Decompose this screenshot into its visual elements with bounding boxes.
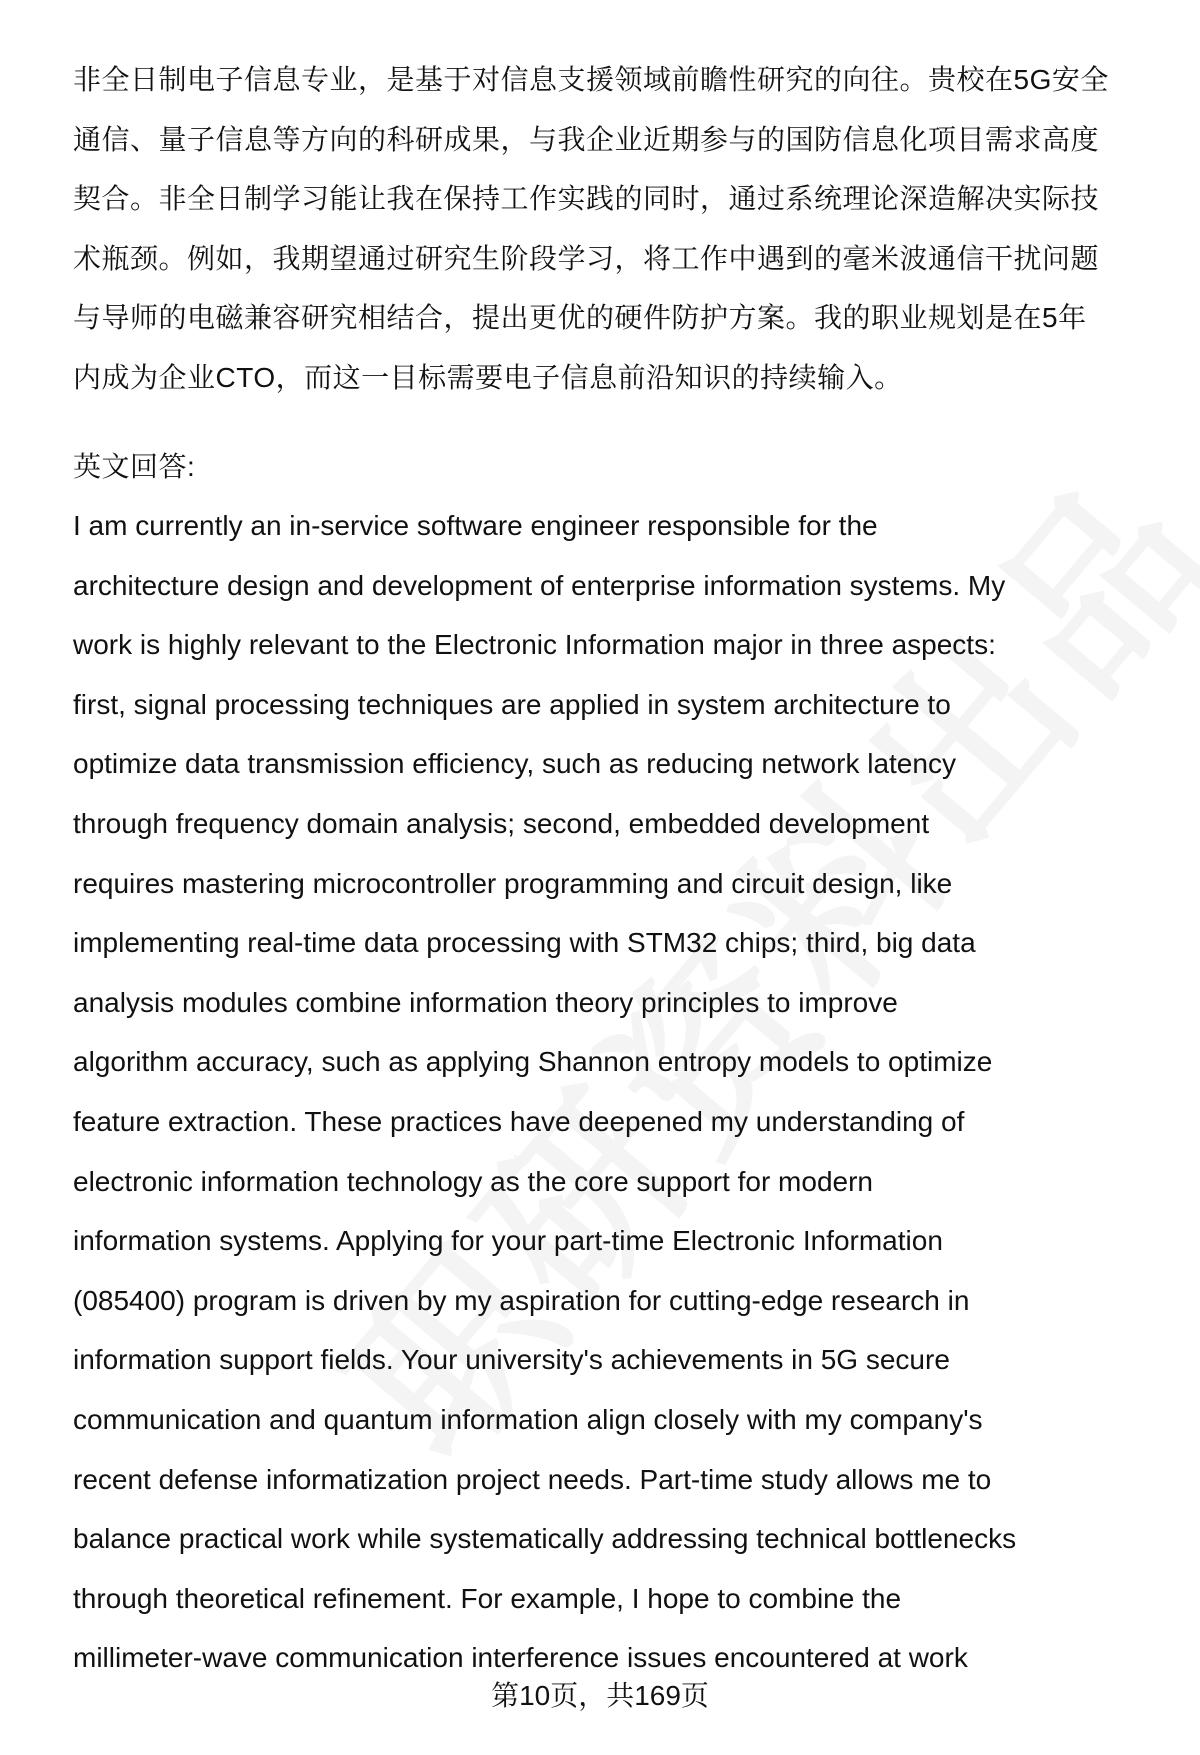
paragraph-line: analysis modules combine information theory principles to improve [73, 986, 898, 1018]
paragraph-line: 与导师的电磁兼容研究相结合，提出更优的硬件防护方案。我的职业规划是在5年 [73, 302, 1087, 334]
page-number-footer: 第10页，共169页 [491, 1680, 709, 1711]
english-answer-heading: 英文回答: [73, 451, 196, 482]
paragraph-line: information support fields. Your university's achievements in 5G secure [73, 1344, 950, 1376]
paragraph-line: through frequency domain analysis; second, embedded development [73, 808, 930, 839]
paragraph-line: electronic information technology as the core support for modern [73, 1165, 873, 1197]
paragraph-line: architecture design and development of enterprise information systems. My [73, 569, 1006, 601]
paragraph-line: 非全日制电子信息专业，是基于对信息支援领域前瞻性研究的向往。贵校在5G安全 [73, 64, 1109, 95]
paragraph-line: optimize data transmission efficiency, such as reducing network latency [73, 748, 956, 780]
paragraph-line: work is highly relevant to the Electronic Information major in three aspects: [73, 629, 996, 661]
paragraph-line: information systems. Applying for your part-time Electronic Information [73, 1225, 943, 1257]
paragraph-line: balance practical work while systematically addressing technical bottlenecks [73, 1523, 1017, 1555]
paragraph-line: 术瓶颈。例如，我期望通过研究生阶段学习，将工作中遇到的毫米波通信干扰问题 [73, 242, 1100, 274]
paragraph-line: 契合。非全日制学习能让我在保持工作实践的同时，通过系统理论深造解决实际技 [73, 183, 1100, 215]
paragraph-line: I am currently an in-service software engineer responsible for the [73, 510, 878, 541]
paragraph-line: 内成为企业CTO，而这一目标需要电子信息前沿知识的持续输入。 [73, 362, 903, 393]
paragraph-line: communication and quantum information align closely with my company's [73, 1404, 983, 1435]
paragraph-line: implementing real-time data processing with STM32 chips; third, big data [73, 927, 976, 959]
paragraph-line: (085400) program is driven by my aspiration for cutting-edge research in [73, 1284, 970, 1316]
paragraph-line: first, signal processing techniques are applied in system architecture to [73, 688, 951, 720]
paragraph-line: 通信、量子信息等方向的科研成果，与我企业近期参与的国防信息化项目需求高度 [73, 123, 1100, 155]
paragraph-line: algorithm accuracy, such as applying Shannon entropy models to optimize [73, 1046, 993, 1078]
paragraph-line: requires mastering microcontroller programming and circuit design, like [73, 867, 953, 899]
paragraph-line: millimeter-wave communication interference issues encountered at work [73, 1642, 968, 1674]
paragraph-line: feature extraction. These practices have deepened my understanding of [73, 1106, 965, 1137]
paragraph-line: through theoretical refinement. For example, I hope to combine the [73, 1582, 902, 1614]
paragraph-line: recent defense informatization project needs. Part-time study allows me to [73, 1463, 992, 1495]
